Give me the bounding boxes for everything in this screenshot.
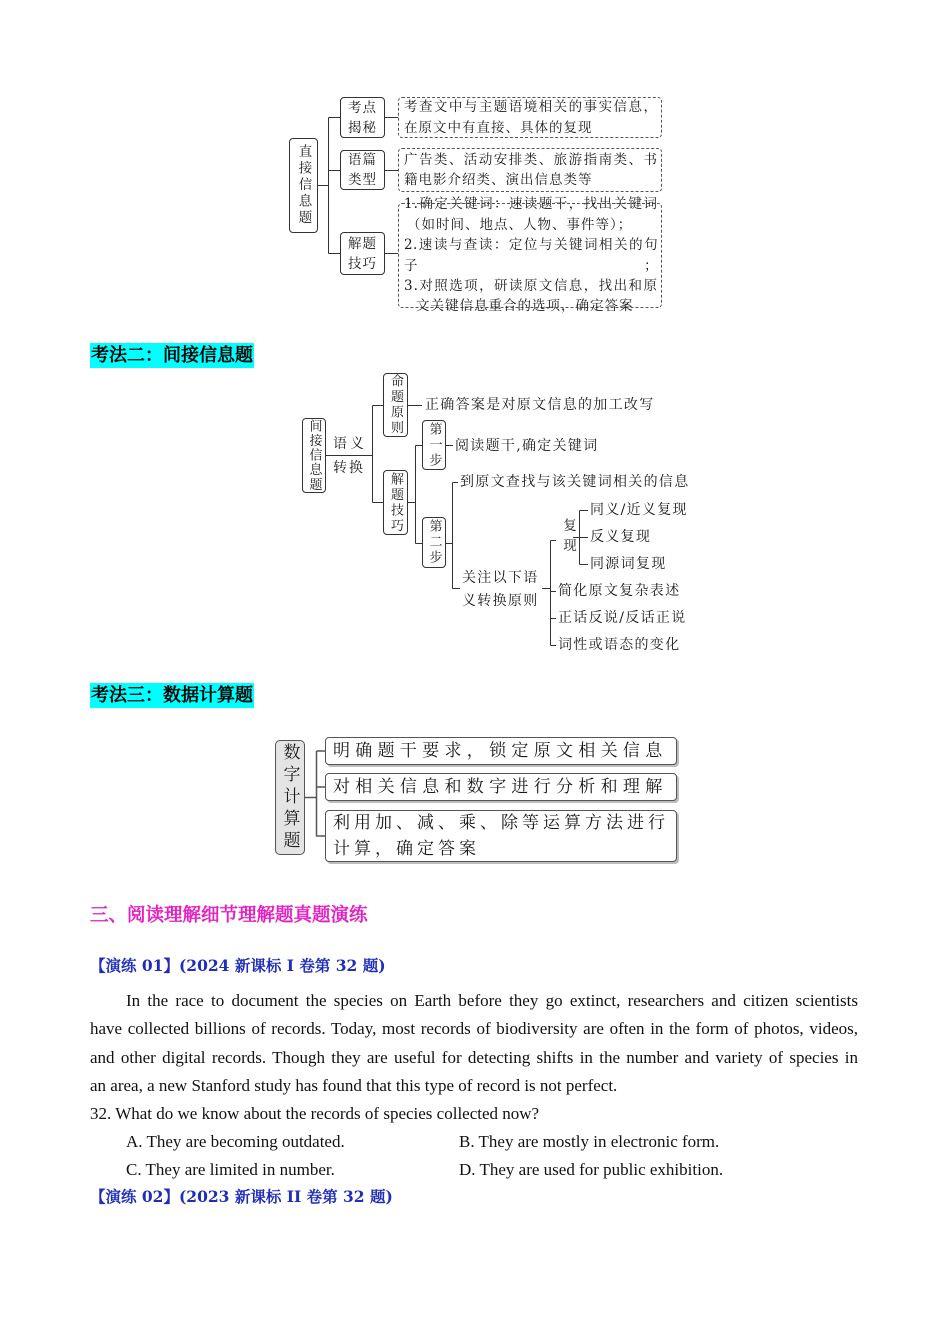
step1-box-label: 第一步 <box>426 421 442 469</box>
recurrence-item: 反义复现 <box>590 529 652 545</box>
recurrence-item: 同源词复现 <box>590 556 667 572</box>
passage-line: In the race to document the species on Earth before they go extinct, researchers and citizen scientists <box>126 991 858 1010</box>
semantic-label-top: 语义 <box>333 436 367 452</box>
genre-label-line: 类型 <box>348 172 377 188</box>
step1-text: 阅读题干,确定关键词 <box>455 438 599 454</box>
skills-content-line: 1.确定关键词：速读题干，找出关键词 <box>404 196 658 213</box>
skills-content-line: 3.对照选项，研读原文信息，找出和原 <box>404 277 658 294</box>
reveal-label-line: 考点 <box>348 99 377 116</box>
calc-step-box <box>325 773 677 801</box>
skills-content-line: （如时间、地点、人物、事件等）； <box>407 216 633 233</box>
principle-item: 简化原文复杂表述 <box>558 583 681 599</box>
principle-item: 词性或语态的变化 <box>558 637 681 653</box>
principle-item: 正话反说/反话正说 <box>558 610 687 626</box>
method2-heading: 考法二：间接信息题 <box>91 345 253 366</box>
reveal-label-box <box>340 97 385 138</box>
step2-box <box>422 517 446 568</box>
calc-step-box <box>325 737 677 765</box>
step2-box-label: 第二步 <box>426 519 442 566</box>
recurrence-item: 同义/近义复现 <box>590 502 688 518</box>
direct-info-root-label: 直接信息题 <box>295 144 312 227</box>
calc-step-text: 对相关信息和数字进行分析和理解 <box>333 777 668 797</box>
genre-content-line: 广告类、活动安排类、旅游指南类、书 <box>404 151 658 168</box>
direct-info-root-box <box>289 138 318 233</box>
exercise1-passage <box>90 987 858 1101</box>
option-c: C. They are limited in number. <box>126 1160 335 1179</box>
option-b: B. They are mostly in electronic form. <box>459 1132 720 1151</box>
passage-line: an area, a new Stanford study has found that this type of record is not perfect. <box>90 1076 618 1096</box>
genre-content-box <box>398 148 662 192</box>
skills-content-box <box>398 196 662 315</box>
reveal-content-line: 在原文中有直接、具体的复现 <box>404 119 593 136</box>
step2-focus-text-line: 义转换原则 <box>462 593 539 609</box>
reveal-content-box <box>398 97 662 138</box>
skills-label-line: 技巧 <box>348 255 377 272</box>
skills-box-label: 解题技巧 <box>388 471 403 534</box>
passage-line: have collected billions of records. Today, most records of biodiversity are often in the form of photos, videos, <box>90 1019 858 1039</box>
exercise1-question: 32. What do we know about the records of species collected now? <box>90 1104 540 1123</box>
skills-label-line: 解题 <box>348 235 377 252</box>
principle-text: 正确答案是对原文信息的加工改写 <box>425 397 655 413</box>
skills-content-line: 文关键信息重合的选项，确定答案 <box>416 298 634 315</box>
genre-label-box <box>340 150 385 190</box>
exercise2-label: 【演练 02】(2023 新课标 II 卷第 32 题) <box>90 1187 393 1206</box>
method3-heading: 考法三：数据计算题 <box>91 685 253 706</box>
principle-box-label: 命题原则 <box>388 374 403 436</box>
option-d: D. They are used for public exhibition. <box>459 1160 724 1179</box>
genre-label-line: 语篇 <box>348 152 377 168</box>
calc-step-text-line: 利用加、减、乘、除等运算方法进行 <box>333 813 669 833</box>
exercise1-label: 【演练 01】(2024 新课标 I 卷第 32 题) <box>90 956 386 975</box>
skills-box <box>383 470 408 535</box>
indirect-info-root-box <box>302 418 326 493</box>
recurrence-label-text: 复现 <box>560 518 576 558</box>
step2-search-text: 到原文查找与该关键词相关的信息 <box>460 474 690 490</box>
calc-step-text-line: 计算，确定答案 <box>333 839 480 859</box>
step2-focus-text-line: 关注以下语 <box>462 570 539 586</box>
step1-box <box>422 420 446 470</box>
reveal-content-line: 考查文中与主题语境相关的事实信息， <box>404 99 658 116</box>
reveal-label-line: 揭秘 <box>348 119 377 136</box>
option-a: A. They are becoming outdated. <box>126 1132 345 1151</box>
calc-step-text: 明确题干要求，锁定原文相关信息 <box>333 741 668 761</box>
calc-root-box <box>275 740 305 855</box>
calc-step-box <box>325 810 677 862</box>
skills-content-line: 2.速读与查读：定位与关键词相关的句子； <box>404 237 658 274</box>
principle-box <box>383 373 408 437</box>
passage-line: and other digital records. Though they are useful for detecting shifts in the number and variety of species in <box>90 1047 858 1067</box>
skills-label-box <box>340 232 385 275</box>
section3-heading: 三、阅读理解细节理解题真题演练 <box>90 905 368 926</box>
calc-root-label: 数字计算题 <box>279 742 300 853</box>
recurrence-label <box>558 518 578 564</box>
genre-content-line: 籍电影介绍类、演出信息类等 <box>404 172 593 188</box>
semantic-label-bottom: 转换 <box>333 460 365 476</box>
indirect-info-root-label: 间接信息题 <box>306 419 322 492</box>
